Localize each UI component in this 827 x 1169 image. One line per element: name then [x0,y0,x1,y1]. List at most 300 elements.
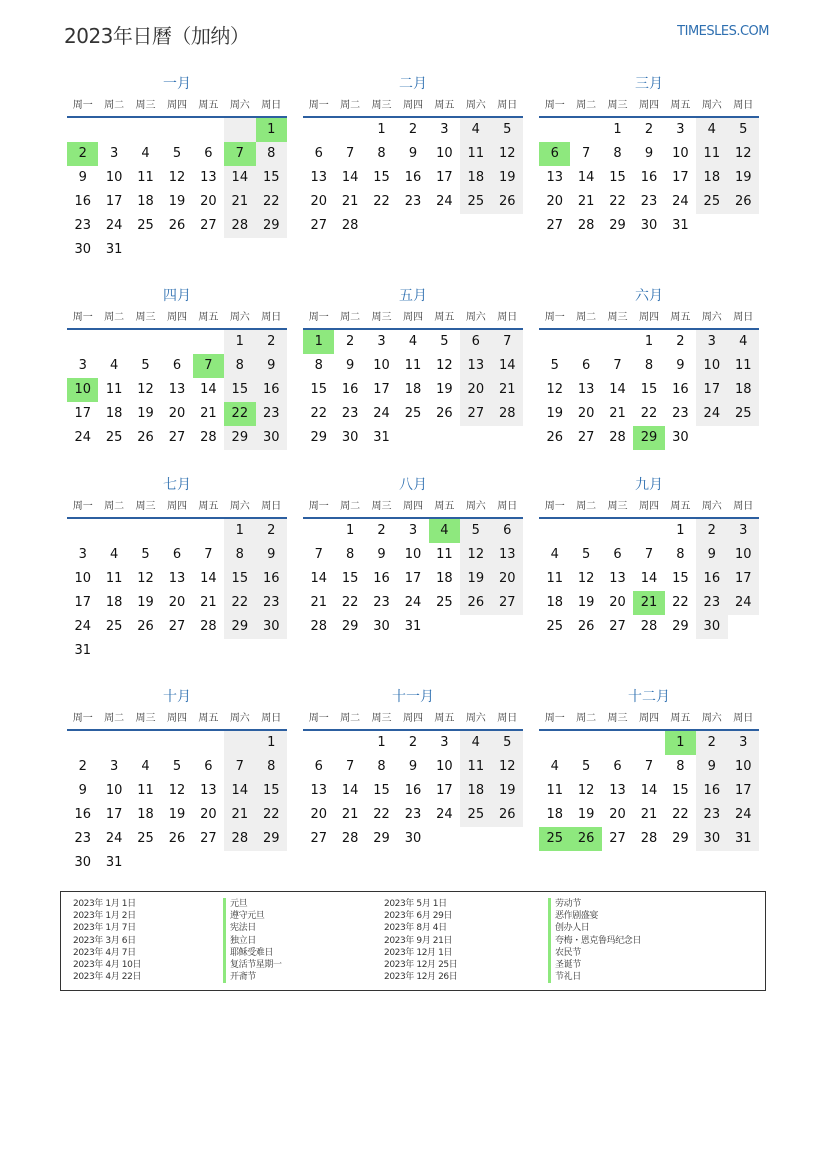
empty-cell [429,827,460,851]
day-cell: 21 [577,194,595,209]
empty-cell [460,827,491,851]
day-cell: 28 [200,430,217,445]
day-cell: 17 [672,170,689,185]
day-cell: 8 [256,142,287,166]
day-cell: 27 [609,619,626,634]
week-row [67,426,287,450]
day-cell: 9 [644,146,654,161]
weekday-label: 周三 [135,312,156,323]
holiday-name: 遵守元旦 [223,910,282,922]
month-block [539,72,759,238]
month-block [539,685,759,851]
day-cell: 28 [200,619,217,634]
day-cell: 26 [168,831,186,846]
empty-cell [224,238,255,262]
day-cell: 22 [373,807,390,822]
holiday-date: 2023年 12月 26日 [384,972,458,983]
day-cell: 3 [676,122,685,137]
day-cell: 19 [546,406,563,421]
day-cell: 13 [310,783,327,798]
day-cell: 4 [109,547,119,562]
day-cell: 29 [224,426,255,450]
day-cell: 20 [200,807,217,822]
day-cell: 8 [377,146,386,161]
day-cell: 5 [550,358,559,373]
day-cell: 5 [728,118,759,142]
day-cell: 16 [640,170,658,185]
day-cell: 26 [137,430,154,445]
empty-cell [98,519,129,543]
day-cell: 29 [256,827,287,851]
day-cell: 4 [460,731,491,755]
holiday-name: 劳动节 [548,898,641,910]
weekday-label: 周四 [638,312,659,323]
day-cell: 17 [436,783,453,798]
day-cell: 1 [256,731,287,755]
empty-cell [492,214,523,238]
day-cell: 25 [696,190,727,214]
day-cell: 5 [581,759,591,774]
day-cell: 15 [224,378,255,402]
day-cell: 24 [696,402,727,426]
day-cell: 24 [74,619,91,634]
empty-cell [728,615,759,639]
day-cell: 29 [256,214,287,238]
week-row [303,731,523,755]
day-cell: 15 [640,382,658,397]
weekday-label: 周三 [135,501,156,512]
day-cell: 2 [256,330,287,354]
weekday-label: 周日 [261,501,282,512]
day-cell: 23 [373,595,390,610]
empty-cell [429,214,460,238]
day-cell: 3 [109,146,119,161]
weekday-label: 周六 [229,713,250,724]
weekday-header [67,497,287,519]
holiday-date: 2023年 5月 1日 [384,899,447,909]
empty-cell [570,519,601,543]
week-row [67,166,287,190]
day-cell: 6 [172,547,182,562]
empty-cell [161,238,192,262]
day-cell: 25 [460,803,491,827]
empty-cell [303,118,334,142]
day-cell: 4 [429,519,460,543]
day-cell: 19 [436,382,453,397]
week-row [303,803,523,827]
day-cell: 12 [546,382,563,397]
day-cell: 20 [460,378,491,402]
holiday-name: 开斋节 [223,971,282,983]
weekday-label: 周五 [434,100,455,111]
weekday-label: 周一 [72,501,93,512]
day-cell: 11 [105,571,123,586]
day-cell: 22 [256,190,287,214]
day-cell: 7 [644,547,654,562]
weekday-label: 周日 [733,312,754,323]
week-row [539,591,759,615]
day-cell: 7 [224,142,255,166]
day-cell: 8 [224,354,255,378]
day-cell: 13 [577,382,595,397]
weekday-label: 周二 [104,501,125,512]
day-cell: 17 [373,382,390,397]
holiday-name: 耶稣受难日 [223,947,282,959]
day-cell: 19 [577,807,595,822]
empty-cell [492,426,523,450]
day-cell: 16 [672,382,689,397]
day-cell: 7 [193,354,224,378]
day-cell: 20 [609,807,626,822]
day-cell: 25 [460,190,491,214]
empty-cell [130,731,161,755]
week-row [303,166,523,190]
day-cell: 20 [609,595,626,610]
day-cell: 11 [460,755,491,779]
week-row [303,142,523,166]
empty-cell [161,118,192,142]
empty-cell [193,238,224,262]
weekday-label: 周日 [733,501,754,512]
day-cell: 25 [105,430,123,445]
month-title: 二月 [399,76,427,92]
week-row [539,142,759,166]
empty-cell [67,519,98,543]
week-row [539,731,759,755]
day-cell: 30 [256,426,287,450]
day-cell: 28 [609,430,626,445]
day-cell: 14 [640,783,658,798]
day-cell: 16 [696,567,727,591]
weekday-header [303,96,523,118]
week-row [67,142,287,166]
day-cell: 14 [341,170,359,185]
day-cell: 29 [672,619,689,634]
page-title: 2023年日曆（加纳） [64,24,250,48]
empty-cell [193,330,224,354]
day-cell: 23 [404,194,422,209]
day-cell: 28 [310,619,327,634]
day-cell: 30 [373,619,390,634]
week-row [303,543,523,567]
empty-cell [98,330,129,354]
day-cell: 6 [204,146,213,161]
holiday-name: 复活节星期一 [223,959,282,971]
day-cell: 1 [345,523,355,538]
day-cell: 7 [613,358,622,373]
day-cell: 2 [696,731,727,755]
day-cell: 24 [672,194,689,209]
site-link[interactable]: TIMESLES.COM [677,24,769,39]
weekday-header [303,497,523,519]
day-cell: 8 [676,547,685,562]
weekday-label: 周六 [465,713,486,724]
week-row [303,214,523,238]
day-cell: 26 [460,591,491,615]
empty-cell [256,238,287,262]
weekday-label: 周四 [166,713,187,724]
day-cell: 4 [460,118,491,142]
day-cell: 24 [105,218,123,233]
day-cell: 26 [570,827,601,851]
day-cell: 7 [224,755,255,779]
day-cell: 20 [577,406,595,421]
day-cell: 16 [74,194,91,209]
weekday-label: 周六 [229,312,250,323]
weekday-label: 周一 [308,312,329,323]
day-cell: 27 [460,402,491,426]
day-cell: 28 [492,402,523,426]
holiday-name: 农民节 [548,947,641,959]
empty-cell [67,118,98,142]
holiday-date: 2023年 12月 25日 [384,959,458,970]
day-cell: 20 [310,194,327,209]
day-cell: 8 [676,759,685,774]
empty-cell [303,731,334,755]
day-cell: 28 [341,218,359,233]
weekday-label: 周六 [465,312,486,323]
holiday-date: 2023年 12月 1日 [384,947,453,958]
week-row [303,779,523,803]
day-cell: 8 [613,146,622,161]
empty-cell [161,731,192,755]
day-cell: 2 [78,759,87,774]
weekday-label: 周二 [576,713,597,724]
empty-cell [224,118,255,142]
day-cell: 15 [256,779,287,803]
day-cell: 3 [78,358,87,373]
day-cell: 15 [609,170,626,185]
week-row [303,827,523,851]
weekday-label: 周三 [607,501,628,512]
empty-cell [98,731,129,755]
day-cell: 4 [550,759,559,774]
month-title: 七月 [163,477,191,493]
day-cell: 30 [256,615,287,639]
day-cell: 21 [492,378,523,402]
empty-cell [193,731,224,755]
day-cell: 19 [168,194,186,209]
empty-cell [602,519,633,543]
day-cell: 15 [256,166,287,190]
week-row [67,803,287,827]
day-cell: 11 [546,571,563,586]
day-cell: 21 [341,807,359,822]
day-cell: 12 [137,571,154,586]
day-cell: 26 [546,430,563,445]
day-cell: 28 [640,831,658,846]
day-cell: 30 [696,827,727,851]
weekday-label: 周一 [544,100,565,111]
day-cell: 13 [609,571,626,586]
day-cell: 24 [728,591,759,615]
weekday-label: 周三 [371,501,392,512]
day-cell: 29 [672,831,689,846]
day-cell: 18 [137,807,154,822]
day-cell: 2 [408,122,418,137]
empty-cell [98,118,129,142]
weekday-label: 周日 [497,312,518,323]
week-row [67,639,287,663]
day-cell: 9 [408,759,418,774]
day-cell: 31 [74,643,91,658]
day-cell: 1 [224,519,255,543]
weekday-label: 周四 [166,100,187,111]
day-cell: 26 [492,190,523,214]
week-row [303,519,523,543]
empty-cell [539,118,570,142]
day-cell: 25 [546,619,563,634]
day-cell: 6 [314,146,323,161]
week-row [303,615,523,639]
empty-cell [334,118,365,142]
day-cell: 3 [440,122,449,137]
day-cell: 22 [256,803,287,827]
day-cell: 10 [728,755,759,779]
day-cell: 6 [492,519,523,543]
weekday-label: 周六 [229,100,250,111]
month-title: 八月 [399,477,427,493]
day-cell: 3 [408,523,418,538]
weekday-label: 周四 [166,312,187,323]
day-cell: 13 [200,783,217,798]
day-cell: 27 [546,218,563,233]
day-cell: 9 [408,146,418,161]
empty-cell [334,731,365,755]
day-cell: 4 [696,118,727,142]
day-cell: 28 [640,619,658,634]
day-cell: 30 [672,430,689,445]
day-cell: 31 [404,619,422,634]
day-cell: 18 [137,194,154,209]
day-cell: 17 [74,406,91,421]
day-cell: 12 [492,142,523,166]
day-cell: 1 [644,334,654,349]
holiday-list [60,891,766,991]
empty-cell [570,330,601,354]
weekday-label: 周三 [135,100,156,111]
weekday-label: 周三 [135,713,156,724]
holiday-date: 2023年 4月 7日 [73,947,136,958]
day-cell: 26 [137,619,154,634]
day-cell: 29 [224,615,255,639]
day-cell: 10 [105,170,123,185]
empty-cell [539,330,570,354]
day-cell: 29 [633,426,664,450]
day-cell: 21 [633,591,664,615]
weekday-label: 周日 [497,501,518,512]
day-cell: 5 [581,547,591,562]
day-cell: 14 [200,571,217,586]
day-cell: 30 [341,430,359,445]
day-cell: 30 [74,855,91,870]
week-row [303,330,523,354]
day-cell: 14 [609,382,626,397]
day-cell: 31 [373,430,390,445]
day-cell: 13 [310,170,327,185]
day-cell: 17 [436,170,453,185]
weekday-label: 周二 [340,713,361,724]
weekday-label: 周二 [104,312,125,323]
day-cell: 29 [310,430,327,445]
weekday-header [67,96,287,118]
holiday-name: 宪法日 [223,922,282,934]
day-cell: 14 [224,779,255,803]
day-cell: 2 [408,735,418,750]
day-cell: 5 [172,146,182,161]
empty-cell [539,519,570,543]
day-cell: 4 [109,358,119,373]
day-cell: 21 [310,595,327,610]
empty-cell [161,851,192,875]
day-cell: 8 [256,755,287,779]
day-cell: 6 [314,759,323,774]
weekday-label: 周三 [607,312,628,323]
holiday-name: 独立日 [223,935,282,947]
day-cell: 17 [696,378,727,402]
day-cell: 24 [728,803,759,827]
week-row [303,755,523,779]
day-cell: 27 [200,831,217,846]
weekday-header [67,709,287,731]
day-cell: 18 [696,166,727,190]
week-row [67,755,287,779]
day-cell: 8 [377,759,386,774]
week-row [67,354,287,378]
week-row [539,827,759,851]
empty-cell [224,639,255,663]
day-cell: 16 [341,382,359,397]
week-row [67,591,287,615]
weekday-label: 周六 [701,312,722,323]
day-cell: 23 [672,406,689,421]
empty-cell [193,639,224,663]
day-cell: 15 [373,783,390,798]
holiday-date: 2023年 1月 2日 [73,911,136,922]
day-cell: 5 [492,731,523,755]
day-cell: 8 [345,547,355,562]
day-cell: 19 [137,406,154,421]
empty-cell [67,731,98,755]
day-cell: 22 [373,194,390,209]
day-cell: 5 [492,118,523,142]
day-cell: 14 [492,354,523,378]
day-cell: 10 [436,759,453,774]
empty-cell [570,118,601,142]
day-cell: 27 [609,831,626,846]
day-cell: 13 [168,382,186,397]
empty-cell [429,615,460,639]
month-title: 九月 [635,477,663,493]
day-cell: 11 [460,142,491,166]
weekday-label: 周三 [371,713,392,724]
day-cell: 6 [539,142,570,166]
weekday-label: 周一 [72,100,93,111]
day-cell: 18 [105,406,123,421]
day-cell: 1 [303,330,334,354]
empty-cell [193,851,224,875]
day-cell: 22 [609,194,626,209]
weekday-label: 周日 [733,100,754,111]
weekday-label: 周日 [261,713,282,724]
empty-cell [728,426,759,450]
day-cell: 13 [460,354,491,378]
month-title: 四月 [163,288,191,304]
weekday-label: 周四 [402,501,423,512]
day-cell: 14 [224,166,255,190]
day-cell: 21 [640,807,658,822]
day-cell: 11 [728,354,759,378]
